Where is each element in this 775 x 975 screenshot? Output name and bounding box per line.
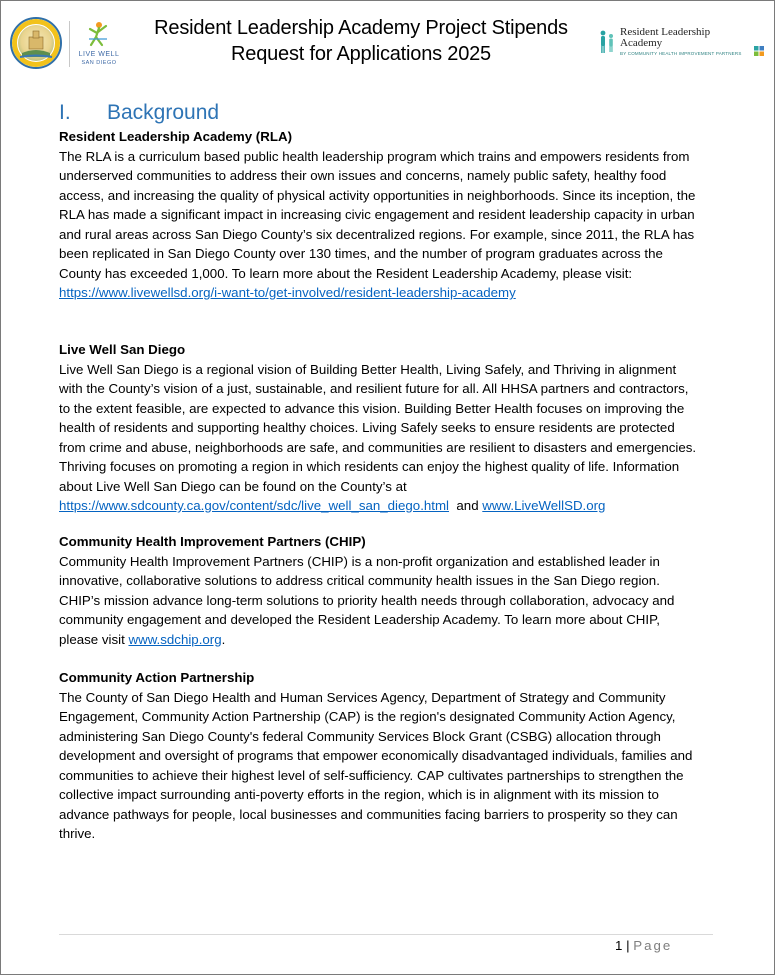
live-well-figure-icon [87, 21, 109, 47]
page-word: Page [633, 938, 673, 953]
cap-body: The County of San Diego Health and Human Services Agency, Department of Strategy and Community Engagement, Community Action Partnership (CAP) is the region's designated Community Action Agency, administering San Diego County's federal Community Services Block Grant (CSBG) allocation through development and oversight of programs that empower economically disadvantaged individuals, families and communities to achieve their highest level of self-sufficiency. CAP cultivates partnerships to strengthen the collective impact surrounding anti-poverty efforts in the region, which is in alignment with its mission to advance pathways for people, local businesses and communities facing barriers to prosperity so they can thrive. [59, 689, 693, 841]
section-number: I. [59, 101, 71, 124]
live-well-heading: Live Well San Diego [59, 342, 186, 357]
live-well-section [59, 340, 699, 516]
cap-heading: Community Action Partnership [59, 670, 255, 685]
chip-badge-icon [754, 46, 764, 56]
rla-heading: Resident Leadership Academy (RLA) [59, 129, 292, 144]
footer-divider [59, 934, 713, 935]
page-footer [615, 938, 672, 953]
rla-body: The RLA is a curriculum based public health leadership program which trains and empowers residents from underserved communities to address their own issues and concerns, namely public safety, healthy food access, and increasing the quality of physical activity opportunities in neighborhoods. Since its inception, the RLA has made a significant impact in increasing civic engagement and resident leadership capacity in urban and rural areas across San Diego County’s six decentralized regions. For example, since 2011, the RLA has been replicated in San Diego County over 130 times, and the number of program graduates across the County has exceeded 1,000. To learn more about the Resident Leadership Academy, please visit: [59, 148, 696, 281]
chip-heading: Community Health Improvement Partners (CHIP) [59, 534, 366, 549]
page-number: 1 [615, 938, 623, 953]
section-title: Background [107, 101, 220, 124]
live-well-and: and [449, 498, 483, 513]
rla-logo-name [620, 27, 710, 49]
live-well-line1: LIVE WELL [78, 51, 120, 58]
chip-body: Community Health Improvement Partners (CHIP) is a non-profit organization and established leader in innovative, collaborative solutions to address critical community health issues in the San Diego region. CHIP’s mission advance long-term solutions to priority health needs through collaboration, advocacy and community engagement and developed the Resident Leadership Academy. To learn more about CHIP, please visit [59, 553, 675, 647]
livewellsd-link[interactable]: www.LiveWellSD.org [482, 498, 606, 513]
document-title [151, 15, 571, 67]
live-well-paragraph [59, 360, 699, 516]
live-well-line2: SAN DIEGO [81, 60, 117, 66]
rla-section [59, 127, 699, 303]
title-line-1: Resident Leadership Academy Project Stipends [154, 17, 568, 39]
rla-link[interactable]: https://www.livewellsd.org/i-want-to/get-involved/resident-leadership-academy [59, 285, 516, 300]
rla-paragraph [59, 147, 699, 303]
section-heading [59, 100, 219, 126]
live-well-body: Live Well San Diego is a regional vision of Building Better Health, Living Safely, and Thriving in alignment with the County’s vision of a just, sustainable, and resilient future for all. All HHSA partners and contractors, to the extent feasible, are expected to advance this vision. Building Better Health focuses on improving the health of residents and supporting healthy choices. Living Safely seeks to ensure residents are protected from crime and abuse, neighborhoods are safe, and communities are resilient to disasters and emergencies. Thriving focuses on promoting a region in which residents can enjoy the highest quality of life. Information about Live Well San Diego can be found on the County’s at [59, 361, 697, 494]
rla-logo-line1: Resident Leadership [620, 26, 711, 38]
sdchip-link[interactable]: www.sdchip.org [128, 631, 222, 647]
seal-building-icon [12, 19, 60, 67]
chip-tail: . [221, 631, 226, 647]
header-logo-divider [69, 21, 70, 67]
footer-separator: | [622, 938, 634, 953]
live-well-logo-text [75, 51, 123, 67]
rla-logo-line2: Academy [620, 37, 663, 49]
cap-section [59, 668, 699, 844]
county-live-well-link[interactable]: https://www.sdcounty.ca.gov/content/sdc/live_well_san_diego.html [59, 498, 450, 513]
rla-people-icon [598, 29, 618, 55]
chip-section [59, 532, 699, 649]
title-line-2: Request for Applications 2025 [231, 43, 491, 65]
county-of-san-diego-seal [10, 17, 62, 69]
rla-logo-byline: BY COMMUNITY HEALTH IMPROVEMENT PARTNERS [620, 51, 742, 56]
chip-paragraph [59, 552, 699, 650]
